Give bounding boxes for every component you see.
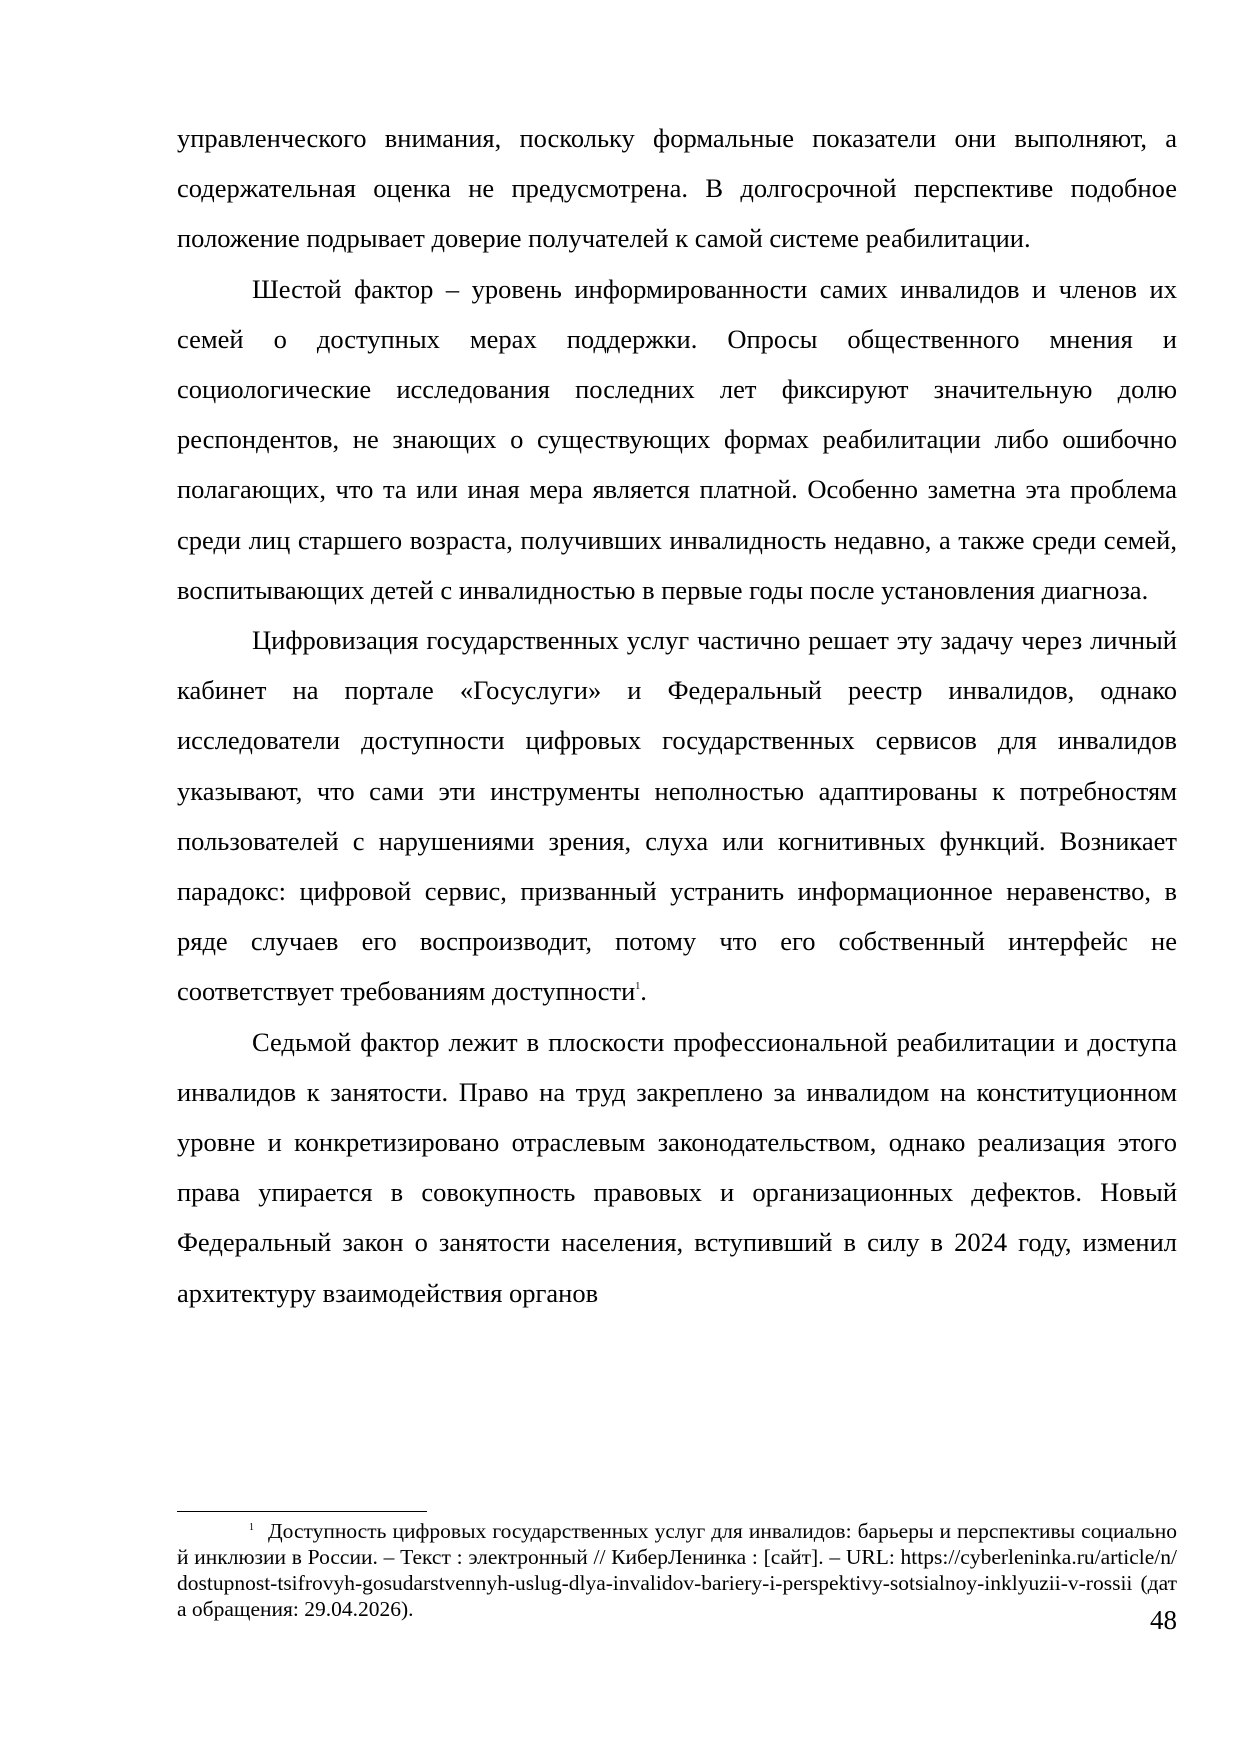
footnote-separator: [177, 1511, 427, 1512]
paragraph-digitalization-text: Цифровизация государственных услуг частично решает эту задачу через личный кабинет на портале «Госуслуги» и Федеральный реестр инвалидов, однако исследователи доступности цифровых государственных сервисов для инвалидов указывают, что сами эти инструменты неполностью адаптированы к потребностям пользователей с нарушениями зрения, слуха или когнитивных функций. Возникает парадокс: цифровой сервис, призванный устранить информационное неравенство, в ряде случаев его воспроизводит, потому что его собственный интерфейс не соответствует требованиям доступности: [177, 625, 1177, 1007]
paragraph-digitalization: [177, 615, 1177, 1017]
footnote-text: Доступность цифровых государственных услуг для инвалидов: барьеры и перспективы социальной инклюзии в России. – Текст : электронный // КиберЛенинка : [сайт]. – URL: https://cyberleninka.ru/article/n/dostupnost-tsifrovyh-gosudarstvennyh-uslug-dlya-invalidov-bariery-i-perspektivy-sotsialnoy-inklyuzii-v-rossii (дата обращения: 29.04.2026).: [177, 1519, 1177, 1621]
paragraph-digitalization-end: .: [640, 976, 647, 1007]
page-number: 48: [1150, 1605, 1177, 1635]
footnote-reference[interactable]: 1: [635, 981, 641, 993]
paragraph-seventh-factor: Седьмой фактор лежит в плоскости профессиональной реабилитации и доступа инвалидов к занятости. Право на труд закреплено за инвалидом на конституционном уровне и конкретизировано отраслевым законодательством, однако реализация этого права упирается в совокупность правовых и организационных дефектов. Новый Федеральный закон о занятости населения, вступивший в силу в 2024 году, изменил архитектуру взаимодействия органов: [177, 1026, 1177, 1308]
body-text: [177, 113, 1177, 1318]
footnote-mark: 1: [249, 1522, 254, 1533]
paragraph-continuation: управленческого внимания, поскольку формальные показатели они выполняют, а содержательная оценка не предусмотрена. В долгосрочной перспективе подобное положение подрывает доверие получателей к самой системе реабилитации.: [177, 123, 1177, 254]
paragraph-sixth-factor: Шестой фактор – уровень информированности самих инвалидов и членов их семей о доступных мерах поддержки. Опросы общественного мнения и социологические исследования последних лет фиксируют значительную долю респондентов, не знающих о существующих формах реабилитации либо ошибочно полагающих, что та или иная мера является платной. Особенно заметна эта проблема среди лиц старшего возраста, получивших инвалидность недавно, а также среди семей, воспитывающих детей с инвалидностью в первые годы после установления диагноза.: [177, 273, 1177, 605]
footnote: [177, 1518, 1177, 1622]
